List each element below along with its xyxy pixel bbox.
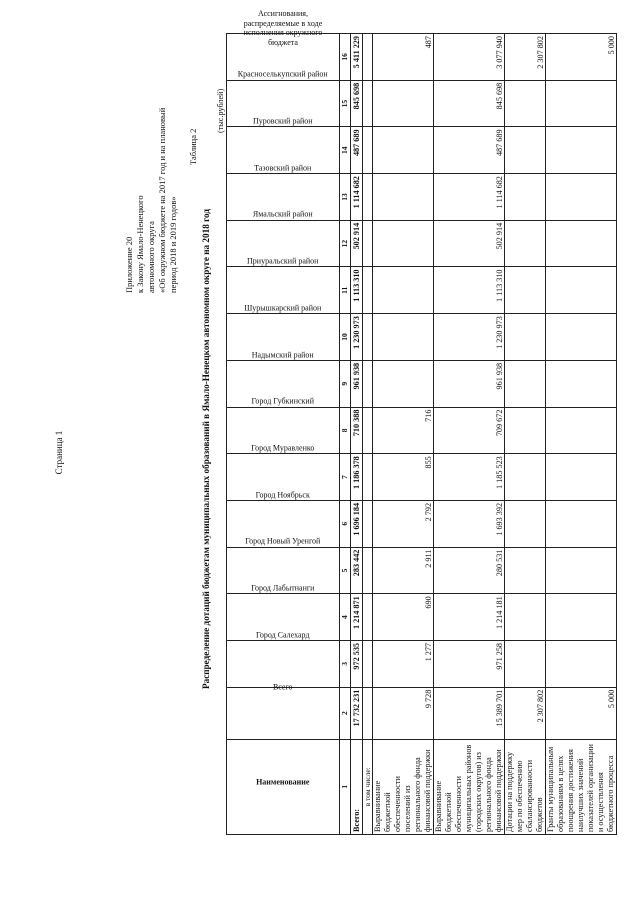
table-cell: 845 698 (351, 80, 363, 127)
table-row (363, 34, 373, 835)
table-cell (373, 220, 434, 267)
row-name: Гранты муниципальным образованиям в целях поощрения достижения наилучших значений показателей организации и осуществления бюджетного процесса (546, 739, 617, 834)
table-cell (373, 127, 434, 174)
table-body (227, 8, 617, 835)
table-cell: 9 728 (373, 687, 434, 739)
table-cell: 17 732 231 (351, 687, 363, 739)
table-row (505, 34, 546, 835)
units-label: (тыс.рублей) (216, 88, 225, 133)
appendix-line: к Закону Ямало-Ненецкого (135, 195, 145, 293)
column-number: 15 (340, 80, 351, 127)
table-cell: 2 792 (373, 500, 434, 547)
table-cell (505, 314, 546, 361)
table-cell (505, 174, 546, 221)
column-header-label: Шурышкарский район (244, 303, 322, 313)
column-number: 3 (340, 640, 351, 687)
table-cell: 502 914 (351, 220, 363, 267)
table-cell: 2 307 802 (505, 687, 546, 739)
table-cell: 487 (373, 34, 434, 81)
table-number: Таблица 2 (188, 128, 198, 165)
table-cell: 961 938 (434, 360, 505, 407)
column-header-label: Город Новый Уренгой (245, 536, 321, 546)
column-number: 2 (340, 687, 351, 739)
column-header-label: Ямальский район (253, 209, 313, 219)
column-header-label: Надымский район (252, 349, 314, 359)
table-cell: 690 (373, 594, 434, 641)
table-row (373, 34, 434, 835)
column-header-label: Приуральский район (247, 256, 319, 266)
table-cell (505, 454, 546, 501)
table-cell (505, 220, 546, 267)
table-cell: 15 389 701 (434, 687, 505, 739)
table-cell (546, 220, 617, 267)
column-number: 10 (340, 314, 351, 361)
table-cell (505, 360, 546, 407)
table-cell (363, 220, 373, 267)
table-cell (363, 640, 373, 687)
table-cell (546, 547, 617, 594)
table-cell: 1 277 (373, 640, 434, 687)
table-cell: 2 911 (373, 547, 434, 594)
table-cell (505, 127, 546, 174)
appendix-line: Приложение 20 (124, 236, 134, 293)
table-cell (546, 454, 617, 501)
table-cell: 487 689 (434, 127, 505, 174)
column-number: 6 (340, 500, 351, 547)
row-name: Всего: (351, 739, 363, 834)
table-cell: 971 258 (434, 640, 505, 687)
table-cell (546, 500, 617, 547)
column-header-label: Город Ноябрьск (255, 489, 311, 499)
column-header-label: Город Губкинский (251, 396, 315, 406)
column-number: 13 (340, 174, 351, 221)
table-cell (505, 640, 546, 687)
table-cell: 855 (373, 454, 434, 501)
table-cell (505, 547, 546, 594)
table-cell (363, 547, 373, 594)
table-cell: 1 230 973 (434, 314, 505, 361)
column-number: 9 (340, 360, 351, 407)
header-row (227, 34, 340, 835)
column-header (227, 681, 340, 739)
appendix-line: «Об окружном бюджете на 2017 год и на плановый (157, 107, 167, 293)
column-number: 4 (340, 594, 351, 641)
appendix-line: период 2018 и 2019 годов» (168, 196, 178, 293)
table-cell (546, 407, 617, 454)
column-header-label: Красноселькупский район (238, 69, 328, 79)
column-number: 11 (340, 267, 351, 314)
table-cell (546, 594, 617, 641)
table-cell: 1 114 682 (434, 174, 505, 221)
table-cell: 709 672 (434, 407, 505, 454)
column-header-label: Всего (273, 681, 293, 691)
subsidies-table (226, 8, 617, 835)
table-cell (363, 174, 373, 221)
column-header (227, 629, 340, 687)
page-label: Страница 1 (54, 430, 64, 475)
table-cell: 961 938 (351, 360, 363, 407)
column-number: 7 (340, 454, 351, 501)
table-row (546, 34, 617, 835)
table-cell (363, 454, 373, 501)
table-cell (363, 127, 373, 174)
table-cell: 1 214 871 (351, 594, 363, 641)
column-header (227, 739, 340, 834)
table-cell (363, 360, 373, 407)
column-header-label: Город Салехард (256, 629, 310, 639)
table-cell (373, 174, 434, 221)
table-cell (363, 500, 373, 547)
column-number: 12 (340, 220, 351, 267)
table-cell: 5 411 229 (351, 34, 363, 81)
table-cell (505, 267, 546, 314)
table-cell (505, 407, 546, 454)
table-cell (363, 80, 373, 127)
column-number: 16 (340, 34, 351, 81)
table-cell (373, 267, 434, 314)
table-cell: 1 230 973 (351, 314, 363, 361)
table-cell (546, 80, 617, 127)
table-cell (505, 80, 546, 127)
table-cell (546, 267, 617, 314)
table-cell (363, 34, 373, 81)
column-number: 8 (340, 407, 351, 454)
table-cell: 972 535 (351, 640, 363, 687)
table-cell: 1 113 310 (351, 267, 363, 314)
table-cell (505, 594, 546, 641)
table-cell: 1 214 181 (434, 594, 505, 641)
table-cell: 3 077 940 (434, 34, 505, 81)
column-number: 1 (340, 739, 351, 834)
table-cell (363, 407, 373, 454)
column-header-label: Пуровский район (253, 116, 313, 126)
table-cell: 1 113 310 (434, 267, 505, 314)
table-cell (546, 314, 617, 361)
table-cell: 710 388 (351, 407, 363, 454)
table-cell: 280 531 (434, 547, 505, 594)
table-cell (363, 267, 373, 314)
column-header-label: Город Муравленко (251, 443, 315, 453)
table-title: Распределение дотаций бюджетам муниципальных образований в Ямало-Ненецком автономном округе на 2018 год (201, 208, 211, 690)
table-cell: 716 (373, 407, 434, 454)
table-cell (363, 687, 373, 739)
column-header-label: Город Лабытнанги (251, 583, 315, 593)
column-number-row (340, 34, 351, 835)
table-cell: 502 914 (434, 220, 505, 267)
table-cell (546, 174, 617, 221)
table-cell (373, 360, 434, 407)
column-header-label: Ассигнования, распределяемые в ходе исполнения окружного бюджета (243, 8, 323, 47)
table-cell: 5 000 (546, 34, 617, 81)
table-cell (373, 80, 434, 127)
table-cell: 283 442 (351, 547, 363, 594)
table-cell: 2 307 802 (505, 34, 546, 81)
table-cell: 487 689 (351, 127, 363, 174)
table-cell (363, 314, 373, 361)
table-cell: 1 186 378 (351, 454, 363, 501)
row-name: Дотации на поддержку мер по обеспечению сбалансированности бюджетов (505, 739, 546, 834)
table-cell (546, 127, 617, 174)
table-cell (363, 594, 373, 641)
column-header-label: Тазовский район (254, 163, 312, 173)
table-cell: 845 698 (434, 80, 505, 127)
column-number: 5 (340, 547, 351, 594)
table-cell: 1 696 184 (351, 500, 363, 547)
table-cell: 1 693 392 (434, 500, 505, 547)
row-name: в том числе: (363, 739, 373, 834)
table-cell (546, 360, 617, 407)
table-cell: 1 185 523 (434, 454, 505, 501)
column-header-label: Наименование (256, 777, 310, 787)
column-number: 14 (340, 127, 351, 174)
table-cell (505, 500, 546, 547)
row-name: Выравнивание бюджетной обеспеченности муниципальных районов (городских округов) из регионального фонда финансовой поддержки (434, 739, 505, 834)
appendix-note (124, 63, 179, 293)
table-cell: 1 114 682 (351, 174, 363, 221)
appendix-line: автономного округа (146, 221, 156, 293)
table-cell (546, 640, 617, 687)
table-row (351, 34, 363, 835)
table-row (434, 34, 505, 835)
table-cell: 5 000 (546, 687, 617, 739)
row-name: Выравнивание бюджетной обеспеченности поселений из регионального фонда финансовой поддержки (373, 739, 434, 834)
table-cell (373, 314, 434, 361)
